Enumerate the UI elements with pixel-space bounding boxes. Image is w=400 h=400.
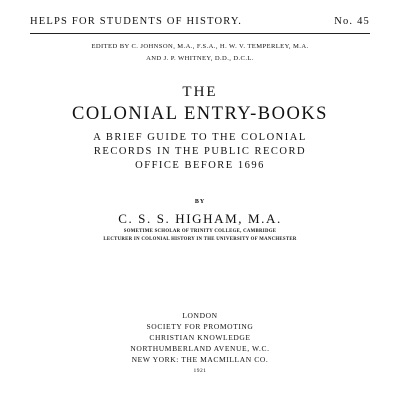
series-number: No. 45 bbox=[334, 16, 370, 27]
byline-by: BY bbox=[194, 199, 206, 205]
subtitle-line-3: OFFICE BEFORE 1696 bbox=[135, 160, 265, 171]
series-rule bbox=[30, 33, 370, 34]
subtitle-line-1: A BRIEF GUIDE TO THE COLONIAL bbox=[93, 132, 307, 143]
imprint-publisher-2: CHRISTIAN KNOWLEDGE bbox=[149, 333, 251, 342]
series-title: HELPS FOR STUDENTS OF HISTORY. bbox=[30, 16, 243, 27]
series-header bbox=[30, 16, 370, 27]
imprint-city: LONDON bbox=[182, 311, 218, 320]
book-title-main: COLONIAL ENTRY-BOOKS bbox=[72, 104, 328, 124]
editors-line-2: AND J. P. WHITNEY, D.D., D.C.L. bbox=[146, 55, 254, 62]
author-name: C. S. S. HIGHAM, M.A. bbox=[118, 211, 282, 226]
imprint-address: NORTHUMBERLAND AVENUE, W.C. bbox=[130, 344, 270, 353]
author-affiliation-1: SOMETIME SCHOLAR OF TRINITY COLLEGE, CAMBRIDGE bbox=[123, 229, 277, 234]
book-title-the: THE bbox=[182, 84, 218, 100]
imprint-publisher-1: SOCIETY FOR PROMOTING bbox=[146, 322, 254, 331]
subtitle-line-2: RECORDS IN THE PUBLIC RECORD bbox=[93, 146, 307, 157]
imprint-year: 1921 bbox=[193, 368, 207, 374]
editors-line-1: EDITED BY C. JOHNSON, M.A., F.S.A., H. W. V. TEMPERLEY, M.A. bbox=[91, 43, 309, 50]
imprint-us-office: NEW YORK: THE MACMILLAN CO. bbox=[131, 355, 269, 364]
author-affiliation-2: LECTURER IN COLONIAL HISTORY IN THE UNIVERSITY OF MANCHESTER bbox=[103, 237, 297, 242]
